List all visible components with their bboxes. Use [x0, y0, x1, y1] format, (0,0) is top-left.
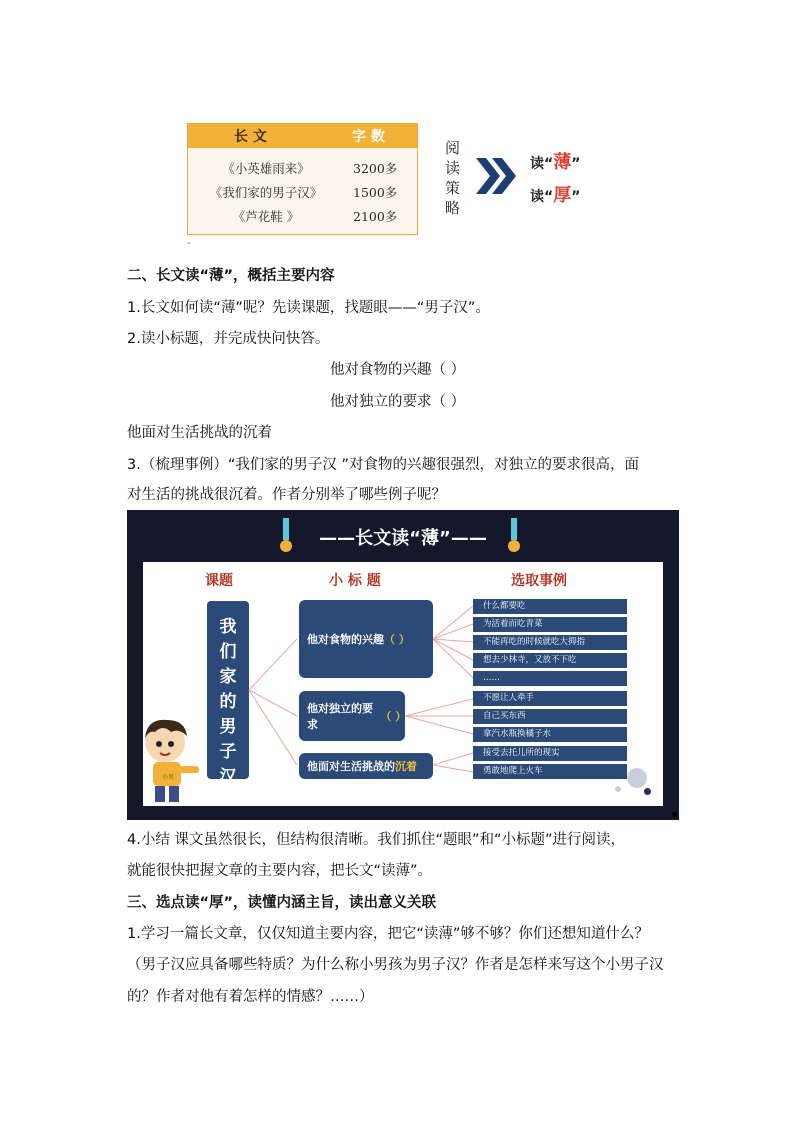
strategy-char: 阅: [445, 139, 461, 157]
example-item: 什么都要吃: [473, 599, 627, 614]
section2-heading: 二、长文读“薄”，概括主要内容: [127, 268, 335, 284]
slide-title: ——长文读“薄”——: [319, 528, 487, 549]
read-thin-label: [530, 148, 580, 174]
paragraph: 2.读小标题，并完成快问快答。: [127, 331, 330, 347]
title-char: 男: [219, 717, 237, 737]
title-char: 子: [219, 742, 237, 762]
highlight-text: 沉着: [395, 760, 417, 773]
read-thick-label: [530, 181, 580, 207]
paragraph: 的？作者对他有着怎样的情感？……）: [127, 989, 374, 1005]
table-footnote-mark: -: [187, 238, 191, 249]
header-word-count: 字 数: [352, 129, 385, 145]
title-char: 的: [219, 692, 237, 712]
table-header: [188, 124, 417, 148]
question-food: 他对食物的兴趣（ ）: [330, 362, 466, 378]
example-item: 自己买东西: [473, 709, 627, 724]
paragraph: 4.小结 课文虽然很长，但结构很清晰。我们抓住“题眼”和“小标题”进行阅读，: [127, 832, 625, 848]
subtitle-box-composure: [299, 753, 433, 779]
row-count: 1500多: [353, 185, 398, 200]
decor-dot: [615, 786, 621, 792]
example-item: 想去少林寺，又放不下吃: [473, 653, 627, 668]
paragraph: 1.学习一篇长文章，仅仅知道主要内容，把它“读薄”够不够？你们还想知道什么？: [127, 926, 649, 942]
row-title: 《芦花鞋 》: [232, 209, 300, 224]
blank: （ ）: [384, 633, 410, 646]
row-count: 2100多: [353, 209, 398, 224]
slide-image: [127, 510, 679, 820]
example-item: 勇敢地爬上火车: [473, 764, 627, 779]
quote-close: ”: [571, 189, 581, 205]
subtitle-text: 他对独立的要求: [307, 702, 373, 731]
title-char: 我: [219, 617, 237, 637]
title-char: 汉: [219, 767, 237, 787]
paragraph: （男子汉应具备哪些特质？为什么称小男孩为男子汉？作者是怎样来写这个小男子汉: [127, 957, 664, 973]
decor-dot: [672, 812, 677, 817]
thick-char: 厚: [553, 185, 572, 206]
subtitle-text: 他对食物的兴趣: [307, 633, 384, 646]
paragraph: 1.长文如何读“薄”呢？先读课题，找题眼——“男子汉”。: [127, 300, 490, 316]
example-item: 不愿让人牵手: [473, 691, 627, 706]
reading-strategy-label: [445, 138, 465, 218]
row-count: 3200多: [353, 161, 398, 176]
row-title: 《我们家的男子汉》: [209, 185, 323, 200]
strategy-char: 策: [445, 179, 461, 197]
question-independence: 他对独立的要求（ ）: [330, 394, 466, 410]
word-count-table: [187, 123, 418, 235]
example-item: 拿汽水瓶换橘子水: [473, 727, 627, 742]
cartoon-boy-illustration: [135, 714, 205, 806]
table-row: [188, 183, 417, 205]
paragraph: 就能很快把握文章的主要内容，把长文“读薄”。: [127, 863, 433, 879]
paragraph: 对生活的挑战很沉着。作者分别举了哪些例子呢？: [127, 487, 446, 503]
subtitle-box-independence: [299, 691, 405, 741]
double-chevron-right-icon: [476, 158, 518, 194]
col-heading-subtitle: 小 标 题: [329, 573, 381, 589]
row-title: 《小英雄雨来》: [222, 161, 310, 176]
subtitle-box-food: [299, 600, 433, 678]
header-long-text: 长 文: [234, 129, 267, 145]
read-prefix: 读“: [530, 156, 554, 172]
read-prefix: 读“: [530, 189, 554, 205]
paragraph: 3.（梳理事例）“我们家的男子汉 ”对食物的兴趣很强烈，对独立的要求很高，面: [127, 457, 639, 473]
boy-badge: 小男: [162, 774, 175, 781]
col-heading-examples: 选取事例: [511, 573, 567, 589]
example-item: 不能再吃的时候就吃大拇指: [473, 635, 627, 650]
strategy-char: 读: [445, 159, 461, 177]
decor-dot: [644, 788, 651, 795]
thin-char: 薄: [553, 152, 572, 173]
example-item: 为活着而吃青菜: [473, 617, 627, 632]
blank: （ ）: [380, 710, 407, 723]
strategy-char: 略: [445, 199, 461, 217]
table-row: [188, 207, 417, 229]
decor-dot: [627, 768, 647, 788]
col-heading-title: 课题: [205, 573, 233, 589]
quote-close: ”: [571, 156, 581, 172]
example-item: ……: [473, 671, 627, 686]
title-char: 家: [219, 667, 237, 687]
table-row: [188, 159, 417, 181]
section3-heading: 三、选点读“厚”，读懂内涵主旨，读出意义关联: [127, 895, 437, 911]
example-item: 接受去托儿所的现实: [473, 746, 627, 761]
subtitle-text: 他面对生活挑战的: [307, 760, 395, 773]
title-char: 们: [219, 642, 237, 662]
paragraph: 他面对生活挑战的沉着: [127, 425, 272, 441]
